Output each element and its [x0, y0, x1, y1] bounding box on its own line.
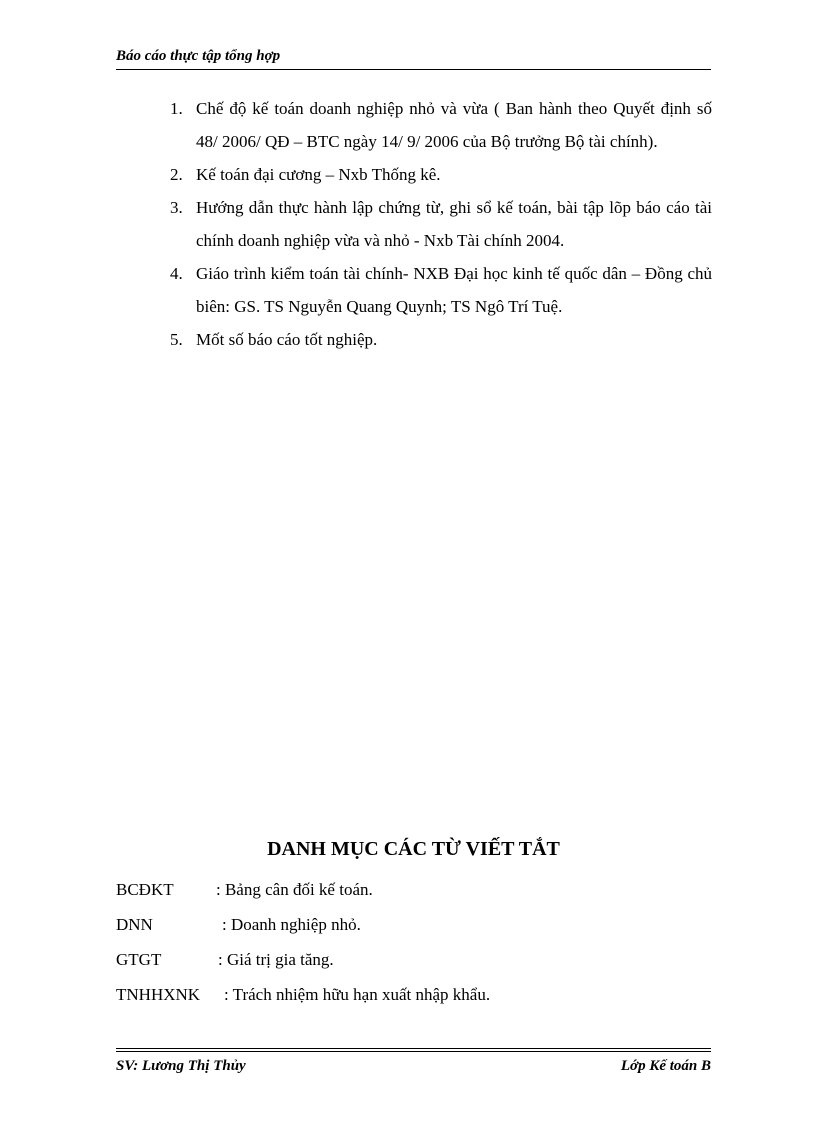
- abbreviation-definition: : Trách nhiệm hữu hạn xuất nhập khẩu.: [224, 985, 491, 1004]
- header-rule: [116, 69, 711, 70]
- page-header: [116, 46, 711, 66]
- abbreviation-term: TNHHXNK: [116, 985, 201, 1004]
- reference-number: 1.: [170, 99, 183, 118]
- footer-student: SV: Lương Thị Thủy: [116, 1058, 246, 1074]
- footer-rule: [116, 1048, 711, 1049]
- abbreviation-term: GTGT: [116, 950, 162, 969]
- reference-number: 4.: [170, 264, 183, 283]
- abbreviation-term: BCĐKT: [116, 880, 174, 899]
- reference-item: [166, 257, 712, 323]
- abbreviation-row: [116, 907, 711, 942]
- abbreviations-title: DANH MỤC CÁC TỪ VIẾT TẮT: [267, 838, 560, 860]
- reference-item: [166, 158, 712, 191]
- abbreviation-list: [116, 872, 711, 1012]
- reference-text: Mốt số báo cáo tốt nghiệp.: [196, 330, 378, 349]
- reference-number: 3.: [170, 198, 183, 217]
- abbreviation-term: DNN: [116, 915, 153, 934]
- reference-number: 5.: [170, 330, 183, 349]
- reference-number: 2.: [170, 165, 183, 184]
- abbreviation-definition: : Doanh nghiệp nhỏ.: [222, 915, 361, 934]
- reference-text: Chế độ kế toán doanh nghiệp nhỏ và vừa ( Ban hành theo Quyết định số 48/ 2006/ QĐ – BTC ngày 14/ 9/ 2006 của Bộ trưởng Bộ tài chính).: [196, 99, 712, 151]
- abbreviation-row: [116, 942, 711, 977]
- reference-text: Kế toán đại cương – Nxb Thống kê.: [196, 165, 441, 184]
- reference-item: [166, 323, 712, 356]
- abbreviation-definition: : Bảng cân đối kế toán.: [216, 880, 373, 899]
- header-title: Báo cáo thực tập tổng hợp: [116, 48, 281, 64]
- footer-class: Lớp Kế toán B: [620, 1058, 711, 1074]
- abbreviation-definition: : Giá trị gia tăng.: [218, 950, 334, 969]
- abbreviation-row: [116, 872, 711, 907]
- reference-item: [166, 191, 712, 257]
- reference-list: [166, 92, 712, 356]
- reference-text: Giáo trình kiểm toán tài chính- NXB Đại học kinh tế quốc dân – Đồng chủ biên: GS. TS Nguyễn Quang Quynh; TS Ngô Trí Tuệ.: [196, 264, 712, 316]
- footer-rule: [116, 1051, 711, 1052]
- abbreviation-row: [116, 977, 711, 1012]
- reference-item: [166, 92, 712, 158]
- reference-text: Hướng dẫn thực hành lập chứng từ, ghi sổ kế toán, bài tập lõp báo cáo tài chính doanh nghiệp vừa và nhỏ - Nxb Tài chính 2004.: [196, 198, 712, 250]
